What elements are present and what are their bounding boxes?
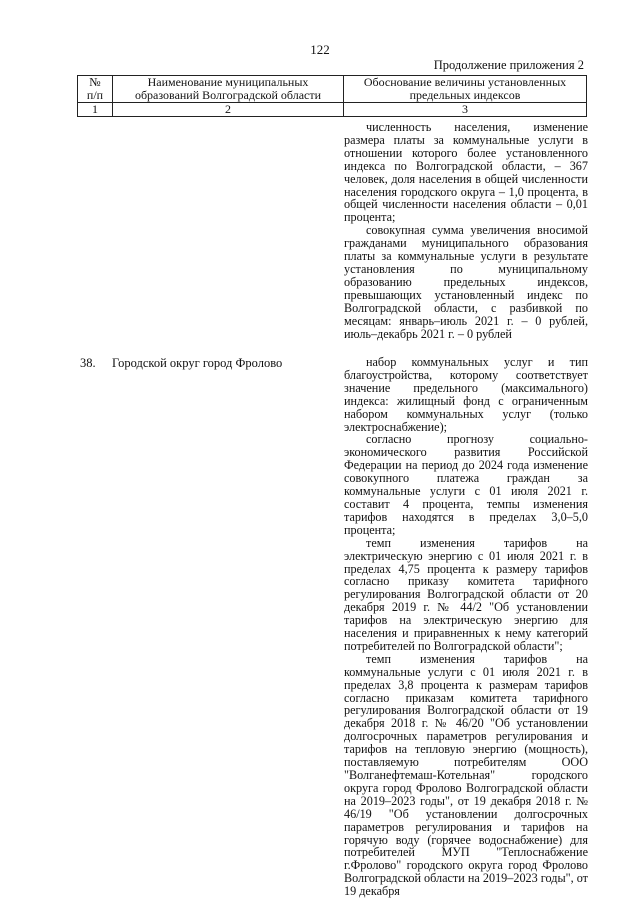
- header-name-line1: Наименование муниципальных: [147, 75, 309, 89]
- header-number-line1: №: [89, 75, 101, 89]
- justification-block-38: [344, 356, 588, 898]
- municipality-name: Городской округ город Фролово: [112, 356, 283, 370]
- paragraph: совокупная сумма увеличения вносимой гражданами муниципального образования платы за коммунальные услуги в результате установления по муниципальному образованию предельных индексов, превышающих установленный индекс по Волгоградской области, с разбивкой по месяцам: январь–июль 2021 г. – 0 рублей, июль–декабрь 2021 г. – 0 рублей: [344, 223, 588, 341]
- header-justification-cell: [344, 76, 587, 103]
- row-number: 38.: [80, 356, 96, 370]
- table-column-numbers-row: [78, 103, 587, 117]
- header-number-line2: п/п: [86, 88, 104, 102]
- justification-block-continued: [344, 121, 588, 340]
- header-justification-line2: предельных индексов: [409, 88, 521, 102]
- header-name-cell: [113, 76, 344, 103]
- paragraph: темп изменения тарифов на коммунальные услуги с 01 июля 2021 г. в пределах 3,8 процента к размерам тарифов согласно приказам комитета тарифного регулирования Волгоградской области от 19 декабря 2018 г. № 46/20 "Об установлении долгосрочных параметров регулирования и тарифов на тепловую энергию (мощность), поставляемую потребителям ООО "Волганефтемаш-Котельная" городского округа город Фролово Волгоградской области на 2019–2023 годы", от 19 декабря 2018 г. № 46/19 "Об установлении долгосрочных параметров регулирования и тарифов на горячую воду (горячее водоснабжение) для потребителей МУП "Теплоснабжение г.Фролово" городского округа город Фролово Волгоградской области на 2019–2023 годы", от 19 декабря: [344, 651, 588, 899]
- header-name-line2: образований Волгоградской области: [134, 88, 322, 102]
- paragraph: темп изменения тарифов на электрическую энергию с 01 июля 2021 г. в пределах 4,75 процента к размеру тарифов согласно приказу комитета тарифного регулирования Волгоградской области от 20 декабря 2019 г. № 44/2 "Об установлении тарифов на электрическую энергию для населения и приравненных к нему категорий потребителей по Волгоградской области";: [344, 535, 588, 653]
- header-justification-line1: Обоснование величины установленных: [363, 75, 567, 89]
- paragraph: набор коммунальных услуг и тип благоустройства, которому соответствует значение предельного (максимального) индекса: жилищный фонд с ограниченным набором коммунальных услуг (только электроснабжение);: [344, 355, 588, 434]
- paragraph: согласно прогнозу социально-экономического развития Российской Федерации на период до 2024 года изменение совокупного платежа граждан за коммунальные услуги с 01 июля 2021 г. составит 4 процента, темпы изменения тарифов находятся в пределах 3,0–5,0 процента;: [344, 432, 588, 537]
- column-number-1: 1: [78, 103, 113, 117]
- table-header: [77, 75, 587, 117]
- table-header-row: [78, 76, 587, 103]
- header-number-cell: [78, 76, 113, 103]
- column-number-3: 3: [344, 103, 587, 117]
- page-number: 122: [310, 42, 330, 57]
- column-number-2: 2: [113, 103, 344, 117]
- paragraph: численность населения, изменение размера платы за коммунальные услуги в отношении которого более установленного индекса по Волгоградской области, – 367 человек, доля населения в общей численности населения городского округа – 1,0 процента, в общей численности населения области – 0,01 процента;: [344, 120, 588, 225]
- continuation-label: Продолжение приложения 2: [433, 58, 584, 72]
